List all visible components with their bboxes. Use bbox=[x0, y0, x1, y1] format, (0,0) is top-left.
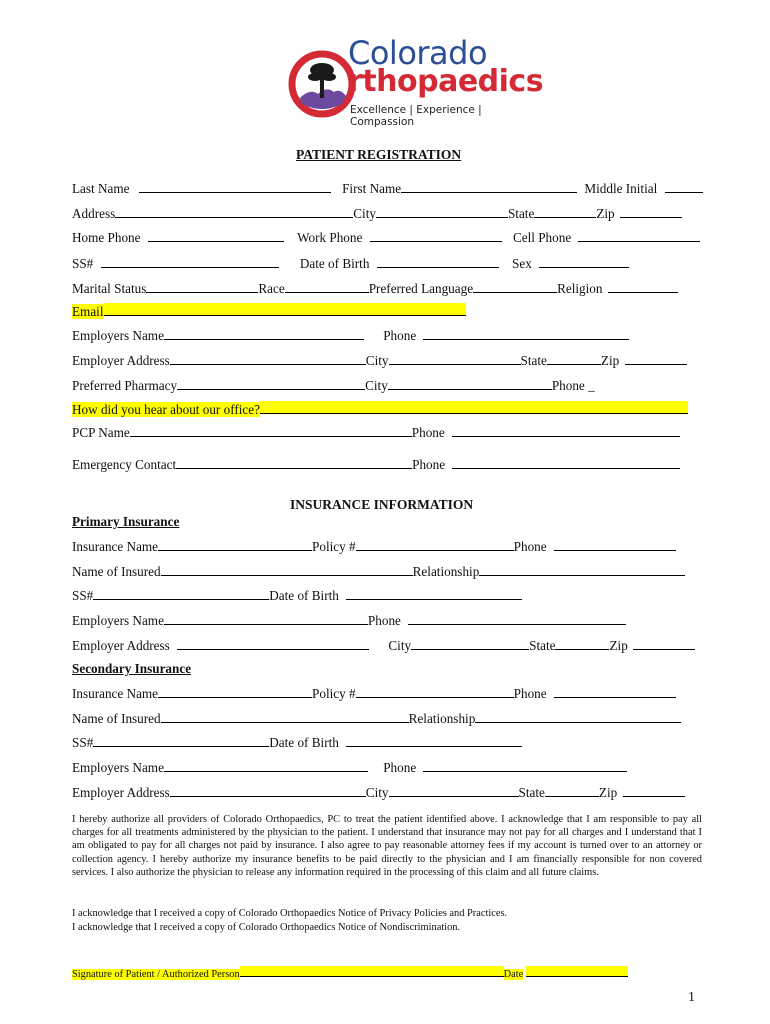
dob-label: Date of Birth bbox=[299, 256, 370, 271]
marital-status-label: Marital Status bbox=[72, 281, 147, 296]
signature-field[interactable] bbox=[240, 966, 504, 977]
insurance-heading: INSURANCE INFORMATION bbox=[290, 497, 474, 512]
secondary-zip-field[interactable] bbox=[623, 784, 685, 797]
primary-relationship-field[interactable] bbox=[479, 563, 685, 576]
ack-nondiscrimination: I acknowledge that I received a copy of Colorado Orthopaedics Notice of Nondiscrimination. bbox=[72, 922, 461, 933]
work-phone-field[interactable] bbox=[370, 229, 502, 242]
zip-label: Zip bbox=[596, 206, 615, 221]
pharmacy-city-field[interactable] bbox=[388, 377, 552, 390]
primary-employer-phone-label: Phone bbox=[367, 613, 401, 628]
primary-dob-field[interactable] bbox=[346, 587, 522, 600]
primary-employers-name-label: Employers Name bbox=[72, 613, 164, 628]
primary-zip-label: Zip bbox=[609, 638, 628, 653]
emergency-contact-label: Emergency Contact bbox=[72, 457, 177, 472]
secondary-phone-field[interactable] bbox=[554, 685, 676, 698]
preferred-pharmacy-label: Preferred Pharmacy bbox=[72, 378, 178, 393]
signature-label: Signature of Patient / Authorized Person bbox=[72, 969, 240, 980]
secondary-state-field[interactable] bbox=[545, 784, 599, 797]
logo-line-colorado: Colorado bbox=[348, 34, 488, 72]
emergency-phone-label: Phone bbox=[412, 457, 446, 472]
primary-state-field[interactable] bbox=[555, 637, 609, 650]
primary-state-label: State bbox=[529, 638, 556, 653]
state-label: State bbox=[507, 206, 535, 221]
employer-zip-field[interactable] bbox=[625, 352, 687, 365]
secondary-relationship-label: Relationship bbox=[408, 711, 476, 726]
primary-employer-address-label: Employer Address bbox=[72, 638, 170, 653]
secondary-employers-name-label: Employers Name bbox=[72, 760, 164, 775]
secondary-policy-field[interactable] bbox=[356, 685, 514, 698]
primary-insurance-name-label: Insurance Name bbox=[72, 539, 159, 554]
primary-city-field[interactable] bbox=[411, 637, 529, 650]
preferred-language-label: Preferred Language bbox=[368, 281, 474, 296]
ss-label: SS# bbox=[72, 256, 94, 271]
date-field[interactable] bbox=[526, 966, 628, 977]
secondary-policy-label: Policy # bbox=[312, 686, 356, 701]
middle-initial-label: Middle Initial bbox=[584, 181, 658, 196]
email-label: Email bbox=[72, 304, 104, 319]
primary-phone-label: Phone bbox=[513, 539, 547, 554]
employer-state-field[interactable] bbox=[547, 352, 601, 365]
primary-name-of-insured-field[interactable] bbox=[161, 563, 413, 576]
secondary-name-of-insured-label: Name of Insured bbox=[72, 711, 161, 726]
primary-ss-field[interactable] bbox=[93, 587, 269, 600]
employer-zip-label: Zip bbox=[600, 353, 620, 368]
sex-label: Sex bbox=[512, 256, 532, 271]
logo-line-orthopaedics: rthopaedics bbox=[348, 64, 544, 99]
last-name-field[interactable] bbox=[139, 180, 331, 193]
primary-policy-field[interactable] bbox=[356, 538, 514, 551]
logo bbox=[288, 34, 544, 128]
city-label: City bbox=[353, 206, 376, 221]
pharmacy-city-label: City bbox=[365, 378, 388, 393]
employer-address-field[interactable] bbox=[170, 352, 366, 365]
primary-ss-label: SS# bbox=[72, 588, 94, 603]
secondary-zip-label: Zip bbox=[598, 785, 618, 800]
first-name-label: First Name bbox=[342, 181, 402, 196]
hear-about-field[interactable] bbox=[260, 401, 688, 414]
cell-phone-label: Cell Phone bbox=[512, 230, 572, 245]
primary-policy-label: Policy # bbox=[312, 539, 356, 554]
employer-state-label: State bbox=[520, 353, 547, 368]
employer-address-label: Employer Address bbox=[72, 353, 170, 368]
email-field[interactable] bbox=[104, 303, 466, 316]
primary-phone-field[interactable] bbox=[554, 538, 676, 551]
religion-field[interactable] bbox=[608, 280, 678, 293]
page-number: 1 bbox=[688, 990, 695, 1005]
emergency-contact-field[interactable] bbox=[176, 456, 412, 469]
pcp-phone-field[interactable] bbox=[452, 424, 680, 437]
secondary-ss-label: SS# bbox=[72, 735, 94, 750]
logo-tagline: Excellence | Experience | Compassion bbox=[350, 104, 482, 128]
home-phone-label: Home Phone bbox=[72, 230, 141, 245]
primary-dob-label: Date of Birth bbox=[269, 588, 339, 603]
primary-employer-address-field[interactable] bbox=[177, 637, 369, 650]
secondary-employer-address-label: Employer Address bbox=[72, 785, 170, 800]
primary-employer-phone-field[interactable] bbox=[408, 612, 626, 625]
middle-initial-field[interactable] bbox=[665, 180, 703, 193]
ss-field[interactable] bbox=[101, 255, 279, 268]
pcp-phone-label: Phone bbox=[411, 425, 445, 440]
address-field[interactable] bbox=[115, 205, 353, 218]
secondary-city-field[interactable] bbox=[389, 784, 519, 797]
primary-relationship-label: Relationship bbox=[412, 564, 480, 579]
secondary-city-label: City bbox=[365, 785, 389, 800]
employer-phone-label: Phone bbox=[383, 328, 417, 343]
employers-name-field[interactable] bbox=[164, 327, 364, 340]
first-name-field[interactable] bbox=[401, 180, 577, 193]
employer-city-label: City bbox=[365, 353, 389, 368]
secondary-employer-address-field[interactable] bbox=[170, 784, 366, 797]
secondary-employer-phone-field[interactable] bbox=[423, 759, 627, 772]
cell-phone-field[interactable] bbox=[578, 229, 700, 242]
dob-field[interactable] bbox=[377, 255, 499, 268]
consent-paragraph: I hereby authorize all providers of Colorado Orthopaedics, PC to treat the patient identified above. I acknowledge that I am responsible to pay all charges for all treatments administered by the physician to the patient. I understand that insurance may not pay for all charges and I understand that I am obligated to pay for all charges not paid by insurance. I also agree to pay reasonable attorney fees if my account is turned over to an attorney or collection agency. I hereby authorize my insurance benefits to be paid directly to the physician and I am financially responsible for non covered services. I also authorize the physician to release any information required in the processing of this claim and all future claims. bbox=[72, 814, 702, 878]
employers-name-label: Employers Name bbox=[72, 328, 164, 343]
last-name-label: Last Name bbox=[72, 181, 130, 196]
pharmacy-phone-label: Phone _ bbox=[551, 378, 595, 393]
secondary-dob-field[interactable] bbox=[346, 734, 522, 747]
sex-field[interactable] bbox=[539, 255, 629, 268]
primary-insurance-name-field[interactable] bbox=[158, 538, 312, 551]
secondary-name-of-insured-field[interactable] bbox=[161, 710, 409, 723]
address-label: Address bbox=[72, 206, 116, 221]
primary-city-label: City bbox=[388, 638, 412, 653]
preferred-language-field[interactable] bbox=[473, 280, 557, 293]
pcp-name-field[interactable] bbox=[130, 424, 412, 437]
primary-zip-field[interactable] bbox=[633, 637, 695, 650]
secondary-dob-label: Date of Birth bbox=[269, 735, 339, 750]
date-label: Date bbox=[503, 969, 524, 980]
religion-label: Religion bbox=[557, 281, 603, 296]
secondary-insurance-name-field[interactable] bbox=[158, 685, 312, 698]
employer-city-field[interactable] bbox=[389, 352, 521, 365]
zip-field[interactable] bbox=[620, 205, 682, 218]
marital-status-field[interactable] bbox=[146, 280, 258, 293]
race-field[interactable] bbox=[285, 280, 369, 293]
emergency-phone-field[interactable] bbox=[452, 456, 680, 469]
secondary-employers-name-field[interactable] bbox=[164, 759, 368, 772]
ack-privacy: I acknowledge that I received a copy of Colorado Orthopaedics Notice of Privacy Policies and Practices. bbox=[72, 908, 508, 919]
secondary-insurance-name-label: Insurance Name bbox=[72, 686, 159, 701]
page-title: PATIENT REGISTRATION bbox=[296, 147, 462, 162]
work-phone-label: Work Phone bbox=[297, 230, 363, 245]
preferred-pharmacy-field[interactable] bbox=[177, 377, 365, 390]
primary-employers-name-field[interactable] bbox=[164, 612, 368, 625]
logo-emblem-icon bbox=[288, 50, 356, 118]
primary-insurance-heading: Primary Insurance bbox=[72, 514, 180, 529]
race-label: Race bbox=[258, 281, 285, 296]
pcp-name-label: PCP Name bbox=[72, 425, 130, 440]
employer-phone-field[interactable] bbox=[423, 327, 629, 340]
secondary-insurance-heading: Secondary Insurance bbox=[72, 661, 192, 676]
secondary-state-label: State bbox=[518, 785, 545, 800]
secondary-relationship-field[interactable] bbox=[475, 710, 681, 723]
primary-name-of-insured-label: Name of Insured bbox=[72, 564, 161, 579]
state-field[interactable] bbox=[534, 205, 596, 218]
city-field[interactable] bbox=[376, 205, 508, 218]
home-phone-field[interactable] bbox=[148, 229, 284, 242]
hear-about-label: How did you hear about our office? bbox=[72, 402, 260, 417]
secondary-employer-phone-label: Phone bbox=[383, 760, 417, 775]
secondary-ss-field[interactable] bbox=[93, 734, 269, 747]
secondary-phone-label: Phone bbox=[513, 686, 547, 701]
